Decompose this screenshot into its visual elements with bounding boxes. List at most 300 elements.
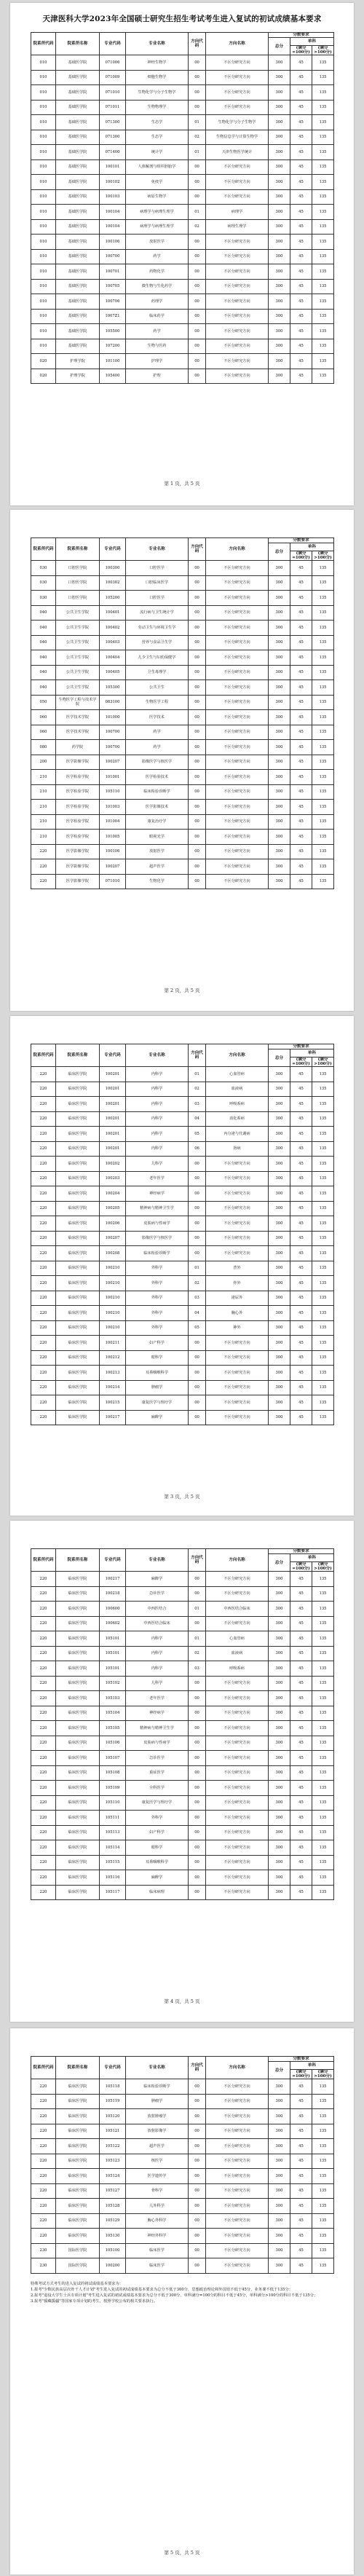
direction-name-cell: 不区分研究方向 (206, 635, 269, 650)
major-code-cell: 100403 (100, 635, 126, 650)
single-100-cell: 45 (290, 1380, 312, 1395)
single-150-cell: 135 (312, 1201, 334, 1216)
table-row (31, 55, 334, 71)
major-name-cell: 生物与医药 (126, 339, 189, 354)
direction-name-cell: 不区分研究方向 (206, 605, 269, 621)
direction-name-cell: 血液病 (206, 1646, 269, 1661)
dept-name-cell: 临床医学院 (56, 1201, 100, 1216)
table-row (31, 665, 334, 680)
major-code-cell: 071011 (100, 100, 126, 115)
major-code-cell: 100201 (100, 1067, 126, 1082)
major-name-cell: 公共卫生 (126, 680, 189, 696)
single-150-cell: 135 (312, 1216, 334, 1232)
total-score-cell: 300 (269, 100, 290, 115)
dept-name-cell: 基础医学院 (56, 189, 100, 205)
major-name-cell: 放射医学 (126, 844, 189, 859)
single-100-cell: 45 (290, 2124, 312, 2139)
total-score-cell: 300 (269, 70, 290, 85)
total-score-cell: 300 (269, 1765, 290, 1781)
direction-name-cell: 不区分研究方向 (206, 2154, 269, 2169)
direction-name-cell: 不区分研究方向 (206, 680, 269, 696)
table-row (31, 1231, 334, 1246)
single-150-cell: 135 (312, 2094, 334, 2109)
direction-name-cell: 不区分研究方向 (206, 695, 269, 710)
direction-name-cell: 不区分研究方向 (206, 665, 269, 680)
major-code-cell: 083100 (100, 695, 126, 710)
table-row (31, 755, 334, 770)
single-100-cell: 45 (290, 710, 312, 725)
direction-name-cell: 不区分研究方向 (206, 2258, 269, 2274)
table-row (31, 1216, 334, 1232)
dept-name-cell: 医学影像学院 (56, 859, 100, 875)
single-150-cell: 135 (312, 1320, 334, 1336)
dept-name-cell: 临床医学院 (56, 1706, 100, 1721)
major-code-cell: 100210 (100, 1306, 126, 1321)
total-score-cell: 300 (269, 279, 290, 294)
major-name-cell: 医学遗传学 (126, 2169, 189, 2184)
single-150-cell: 135 (312, 2124, 334, 2139)
direction-name-cell: 不区分研究方向 (206, 814, 269, 830)
direction-code-cell: 00 (189, 814, 206, 830)
single-100-cell: 45 (290, 115, 312, 130)
major-name-cell: 放射医学 (126, 235, 189, 250)
header-row (31, 1044, 334, 1049)
direction-code-cell: 00 (189, 175, 206, 190)
direction-name-cell: 不区分研究方向 (206, 354, 269, 369)
direction-code-cell: 00 (189, 2243, 206, 2258)
dept-name-cell: 临床医学院 (56, 2139, 100, 2154)
direction-name-cell: 不区分研究方向 (206, 2243, 269, 2258)
dept-code-cell: 020 (31, 369, 56, 384)
direction-name-cell: 不区分研究方向 (206, 1380, 269, 1395)
header-score-requirement: 分数要求 (269, 33, 334, 38)
note-line: 特殊考试方式考生的进入复试的初试成绩基本要求为： (31, 2281, 124, 2286)
single-150-cell: 135 (312, 1111, 334, 1127)
major-name-cell: 微生物与生化药学 (126, 279, 189, 294)
major-code-cell: 105108 (100, 1765, 126, 1781)
single-150-cell: 135 (312, 279, 334, 294)
document-title: 天津医科大学2023年全国硕士研究生招生考试考生进入复试的初试成绩基本要求 (42, 15, 322, 23)
direction-name-cell: 呼吸系病 (206, 1097, 269, 1112)
dept-code-cell: 200 (31, 755, 56, 770)
total-score-cell: 300 (269, 2213, 290, 2229)
dept-name-cell: 公共卫生学院 (56, 665, 100, 680)
major-name-cell: 耳鼻咽喉科学 (126, 1855, 189, 1870)
major-code-cell: 100101 (100, 159, 126, 175)
total-score-cell: 300 (269, 1870, 290, 1886)
major-name-cell: 药学 (126, 324, 189, 339)
dept-name-cell: 药学院 (56, 740, 100, 755)
dept-code-cell: 010 (31, 309, 56, 324)
single-100-cell: 45 (290, 1572, 312, 1587)
single-100-cell: 45 (290, 2213, 312, 2229)
major-name-cell: 内科学 (126, 1067, 189, 1082)
dept-name-cell: 临床医学院 (56, 1127, 100, 1142)
total-score-cell: 300 (269, 1261, 290, 1276)
header-dept-code: 院系所代码 (31, 538, 56, 561)
single-150-cell: 135 (312, 1586, 334, 1602)
major-code-cell: 100106 (100, 235, 126, 250)
dept-name-cell: 基础医学院 (56, 175, 100, 190)
total-score-cell: 300 (269, 1231, 290, 1246)
single-100-cell: 45 (290, 1885, 312, 1900)
single-150-cell: 135 (312, 770, 334, 785)
single-100-cell: 45 (290, 1870, 312, 1886)
major-name-cell: 生物化学与分子生物学 (126, 85, 189, 101)
direction-name-cell: 不区分研究方向 (206, 575, 269, 591)
single-100-cell: 45 (290, 874, 312, 889)
single-100-cell: 45 (290, 100, 312, 115)
total-score-cell: 300 (269, 755, 290, 770)
direction-name-cell: 不区分研究方向 (206, 1706, 269, 1721)
header-major-name: 专业名称 (126, 2057, 189, 2079)
major-code-cell: 100401 (100, 605, 126, 621)
major-code-cell: 105120 (100, 2109, 126, 2124)
direction-name-cell: 呼吸系病 (206, 1661, 269, 1677)
direction-name-cell: 不区分研究方向 (206, 1721, 269, 1736)
dept-code-cell: 060 (31, 725, 56, 740)
table-row (31, 725, 334, 740)
dept-code-cell: 220 (31, 1380, 56, 1395)
total-score-cell: 300 (269, 1616, 290, 1631)
direction-code-cell: 00 (189, 324, 206, 339)
major-name-cell: 药学 (126, 725, 189, 740)
direction-name-cell: 不区分研究方向 (206, 55, 269, 71)
single-150-cell: 135 (312, 189, 334, 205)
table-row (31, 100, 334, 115)
dept-code-cell: 220 (31, 2094, 56, 2109)
direction-code-cell: 00 (189, 1616, 206, 1631)
page-3 (10, 1016, 354, 1516)
major-name-cell: 内科学 (126, 1646, 189, 1661)
direction-name-cell: 不区分研究方向 (206, 1186, 269, 1202)
total-score-cell: 300 (269, 874, 290, 889)
total-score-cell: 300 (269, 2094, 290, 2109)
major-code-cell: 105128 (100, 2199, 126, 2214)
table-row (31, 294, 334, 310)
major-name-cell: 生物物理学 (126, 100, 189, 115)
direction-code-cell: 00 (189, 784, 206, 800)
major-code-cell: 100700 (100, 249, 126, 264)
major-code-cell: 105115 (100, 1855, 126, 1870)
total-score-cell: 300 (269, 2183, 290, 2199)
total-score-cell: 300 (269, 621, 290, 636)
dept-code-cell: 220 (31, 1870, 56, 1886)
major-name-cell: 护理学 (126, 354, 189, 369)
direction-code-cell: 00 (189, 770, 206, 785)
table-row (31, 695, 334, 710)
direction-code-cell: 00 (189, 1751, 206, 1766)
total-score-cell: 300 (269, 1366, 290, 1381)
dept-code-cell: 220 (31, 1811, 56, 1826)
dept-code-cell: 220 (31, 1306, 56, 1321)
dept-code-cell: 220 (31, 1602, 56, 1617)
major-name-cell: 神经外科学 (126, 2229, 189, 2244)
single-150-cell: 135 (312, 844, 334, 859)
major-name-cell: 人体解剖与组织胚胎学 (126, 159, 189, 175)
major-code-cell: 100213 (100, 1366, 126, 1381)
major-name-cell: 医学技术 (126, 710, 189, 725)
single-150-cell: 135 (312, 1336, 334, 1351)
direction-name-cell: 骨外 (206, 1276, 269, 1291)
direction-name-cell: 心血管病 (206, 1631, 269, 1647)
major-code-cell: 100106 (100, 844, 126, 859)
direction-name-cell: 不区分研究方向 (206, 1336, 269, 1351)
single-100-cell: 45 (290, 2139, 312, 2154)
major-code-cell: 101004 (100, 814, 126, 830)
dept-name-cell: 临床医学院 (56, 1246, 100, 1261)
dept-code-cell: 220 (31, 1366, 56, 1381)
total-score-cell: 300 (269, 159, 290, 175)
single-100-cell: 45 (290, 591, 312, 606)
direction-code-cell: 04 (189, 1111, 206, 1127)
dept-name-cell: 基础医学院 (56, 309, 100, 324)
total-score-cell: 300 (269, 1186, 290, 1202)
table-row (31, 2169, 334, 2184)
single-100-cell: 45 (290, 219, 312, 235)
dept-code-cell: 220 (31, 1751, 56, 1766)
direction-name-cell: 不区分研究方向 (206, 1676, 269, 1691)
total-score-cell: 300 (269, 591, 290, 606)
direction-name-cell: 不区分研究方向 (206, 339, 269, 354)
dept-name-cell: 临床医学院 (56, 1171, 100, 1186)
major-name-cell: 临床检验诊断学 (126, 784, 189, 800)
major-code-cell: 105500 (100, 324, 126, 339)
major-code-cell: 100104 (100, 205, 126, 220)
dept-code-cell: 210 (31, 830, 56, 845)
total-score-cell: 300 (269, 575, 290, 591)
direction-name-cell: 普外 (206, 1261, 269, 1276)
note-line: 3.报考"援藏援疆"等国家专项计划的考生，按照学校公布的相关要求执行。 (31, 2299, 158, 2304)
table-row (31, 339, 334, 354)
major-name-cell: 口腔临床医学 (126, 575, 189, 591)
direction-code-cell: 00 (189, 1870, 206, 1886)
table-row (31, 859, 334, 875)
major-code-cell: 100201 (100, 1097, 126, 1112)
direction-code-cell: 00 (189, 1586, 206, 1602)
single-100-cell: 45 (290, 1111, 312, 1127)
total-score-cell: 300 (269, 1661, 290, 1677)
single-100-cell: 45 (290, 1736, 312, 1751)
header-dept-code: 院系所代码 (31, 1044, 56, 1067)
dept-code-cell: 220 (31, 1141, 56, 1157)
direction-name-cell: 不区分研究方向 (206, 770, 269, 785)
major-code-cell: 1007Z1 (100, 309, 126, 324)
dept-name-cell: 临床医学院 (56, 1825, 100, 1840)
major-name-cell: 康复治疗学 (126, 814, 189, 830)
table-row (31, 1765, 334, 1781)
major-code-cell: 101003 (100, 800, 126, 815)
direction-name-cell: 不区分研究方向 (206, 800, 269, 815)
major-name-cell: 儿外科学 (126, 2199, 189, 2214)
dept-code-cell: 010 (31, 339, 56, 354)
direction-name-cell: 不区分研究方向 (206, 1855, 269, 1870)
major-code-cell: 105110 (100, 784, 126, 800)
single-150-cell: 135 (312, 1840, 334, 1856)
dept-name-cell: 医学检验学院 (56, 800, 100, 815)
direction-name-cell: 不区分研究方向 (206, 1366, 269, 1381)
total-score-cell: 300 (269, 561, 290, 576)
single-150-cell: 135 (312, 1410, 334, 1425)
table-row (31, 1706, 334, 1721)
major-name-cell: 儿科学 (126, 1157, 189, 1172)
major-name-cell: 外科学 (126, 1291, 189, 1306)
major-name-cell: 麻醉学 (126, 1870, 189, 1886)
single-100-cell: 45 (290, 1246, 312, 1261)
direction-name-cell: 不区分研究方向 (206, 740, 269, 755)
table-row (31, 1736, 334, 1751)
major-name-cell: 康复医学与理疗学 (126, 1395, 189, 1411)
major-code-cell: 100215 (100, 1395, 126, 1411)
single-100-cell: 45 (290, 70, 312, 85)
dept-name-cell: 基础医学院 (56, 249, 100, 264)
dept-name-cell: 公共卫生学院 (56, 605, 100, 621)
direction-code-cell: 00 (189, 1380, 206, 1395)
major-code-cell: 105101 (100, 1646, 126, 1661)
major-name-cell: 老年医学 (126, 1171, 189, 1186)
score-table (31, 537, 334, 889)
page-2 (10, 510, 354, 1011)
direction-name-cell: 血液病 (206, 1082, 269, 1097)
direction-code-cell: 00 (189, 2154, 206, 2169)
table-row (31, 1572, 334, 1587)
table-row (31, 235, 334, 250)
header-score-requirement: 分数要求 (269, 1549, 334, 1554)
single-100-cell: 45 (290, 159, 312, 175)
major-code-cell: 105106 (100, 1736, 126, 1751)
major-code-cell: 105116 (100, 1870, 126, 1886)
total-score-cell: 300 (269, 1276, 290, 1291)
single-150-cell: 135 (312, 621, 334, 636)
table-row (31, 205, 334, 220)
table-row (31, 2124, 334, 2139)
total-score-cell: 300 (269, 1855, 290, 1870)
direction-code-cell: 00 (189, 55, 206, 71)
major-name-cell: 影像医学与核医学 (126, 1231, 189, 1246)
table-row (31, 1795, 334, 1811)
table-row (31, 1261, 334, 1276)
dept-code-cell: 010 (31, 175, 56, 190)
single-150-cell: 135 (312, 264, 334, 280)
table-row (31, 740, 334, 755)
header-dept-name: 院系所名称 (56, 1044, 100, 1067)
header-total: 总分 (269, 2062, 290, 2079)
single-100-cell: 45 (290, 740, 312, 755)
major-code-cell: 100210 (100, 1276, 126, 1291)
dept-name-cell: 护理学院 (56, 369, 100, 384)
direction-name-cell: 不区分研究方向 (206, 1586, 269, 1602)
total-score-cell: 300 (269, 1320, 290, 1336)
single-150-cell: 135 (312, 85, 334, 101)
dept-code-cell: 220 (31, 2183, 56, 2199)
total-score-cell: 300 (269, 249, 290, 264)
dept-code-cell: 220 (31, 1291, 56, 1306)
single-150-cell: 135 (312, 2183, 334, 2199)
single-100-cell: 45 (290, 1097, 312, 1112)
total-score-cell: 300 (269, 324, 290, 339)
total-score-cell: 300 (269, 710, 290, 725)
major-name-cell: 内科学 (126, 1082, 189, 1097)
total-score-cell: 300 (269, 1216, 290, 1232)
major-code-cell: 105105 (100, 1721, 126, 1736)
dept-name-cell: 临床医学院 (56, 2109, 100, 2124)
single-100-cell: 45 (290, 1602, 312, 1617)
dept-name-cell: 公共卫生学院 (56, 635, 100, 650)
dept-name-cell: 医学影像学院 (56, 844, 100, 859)
major-code-cell: 100600 (100, 1602, 126, 1617)
direction-code-cell: 01 (189, 1631, 206, 1647)
header-major-code: 专业代码 (100, 2057, 126, 2079)
header-score-requirement: 分数要求 (269, 1044, 334, 1049)
direction-name-cell: 不区分研究方向 (206, 309, 269, 324)
header-major-name: 专业名称 (126, 538, 189, 561)
major-code-cell: 105117 (100, 1885, 126, 1900)
dept-name-cell: 医学影像学院 (56, 755, 100, 770)
total-score-cell: 300 (269, 1691, 290, 1706)
single-100-cell: 45 (290, 1231, 312, 1246)
single-150-cell: 135 (312, 1276, 334, 1291)
direction-code-cell: 00 (189, 1216, 206, 1232)
direction-code-cell: 03 (189, 1661, 206, 1677)
direction-code-cell: 04 (189, 1306, 206, 1321)
header-single: 单科 (290, 1049, 334, 1057)
header-direction-code: 方向代码 (189, 2057, 206, 2079)
direction-name-cell: 不区分研究方向 (206, 2229, 269, 2244)
dept-code-cell: 220 (31, 1676, 56, 1691)
direction-code-cell: 00 (189, 1825, 206, 1840)
table-row (31, 605, 334, 621)
direction-code-cell: 00 (189, 1885, 206, 1900)
dept-code-cell: 220 (31, 1246, 56, 1261)
major-code-cell: 105100 (100, 2243, 126, 2258)
dept-name-cell: 临床医学院 (56, 1261, 100, 1276)
single-150-cell: 135 (312, 1795, 334, 1811)
dept-code-cell: 220 (31, 1616, 56, 1631)
dept-code-cell: 220 (31, 1410, 56, 1425)
single-100-cell: 45 (290, 339, 312, 354)
major-code-cell: 105124 (100, 2169, 126, 2184)
single-150-cell: 135 (312, 1395, 334, 1411)
direction-code-cell: 00 (189, 695, 206, 710)
dept-name-cell: 临床医学院 (56, 1231, 100, 1246)
total-score-cell: 300 (269, 1141, 290, 1157)
dept-name-cell: 口腔医学院 (56, 561, 100, 576)
single-150-cell: 135 (312, 2079, 334, 2095)
major-name-cell: 病原生物学 (126, 189, 189, 205)
single-100-cell: 45 (290, 1676, 312, 1691)
table-row (31, 1781, 334, 1796)
major-name-cell: 药理学 (126, 294, 189, 310)
single-100-cell: 45 (290, 145, 312, 160)
major-name-cell: 肿瘤学 (126, 2094, 189, 2109)
major-name-cell: 胸心外科学 (126, 2213, 189, 2229)
dept-code-cell: 080 (31, 740, 56, 755)
single-150-cell: 135 (312, 70, 334, 85)
dept-name-cell: 临床医学院 (56, 1646, 100, 1661)
header-direction-code: 方向代码 (189, 1044, 206, 1067)
direction-name-cell: 不区分研究方向 (206, 249, 269, 264)
total-score-cell: 300 (269, 2109, 290, 2124)
direction-code-cell: 00 (189, 665, 206, 680)
total-score-cell: 300 (269, 2154, 290, 2169)
dept-code-cell: 220 (31, 1320, 56, 1336)
single-150-cell: 135 (312, 740, 334, 755)
single-100-cell: 45 (290, 2199, 312, 2214)
dept-code-cell: 220 (31, 2109, 56, 2124)
single-150-cell: 135 (312, 2258, 334, 2274)
table-row (31, 1067, 334, 1082)
single-100-cell: 45 (290, 1201, 312, 1216)
